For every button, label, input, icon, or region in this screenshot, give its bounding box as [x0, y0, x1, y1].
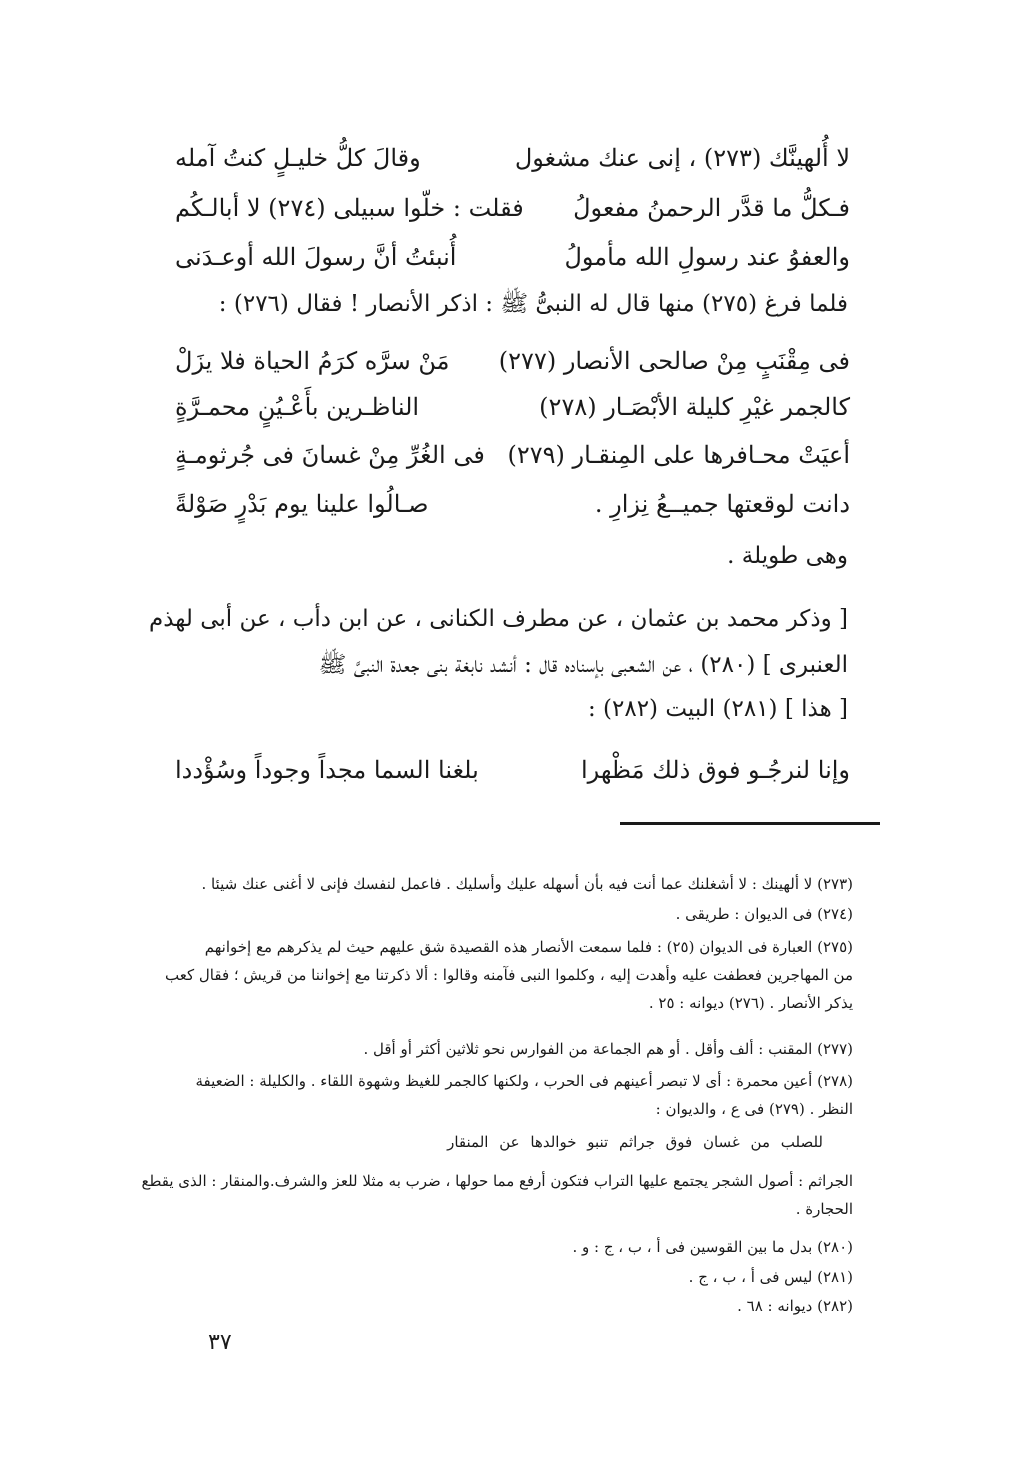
verse-line — [175, 479, 850, 529]
verse-first-hemistich: بلغنا السما مجداً وجوداً وسُؤْددا — [175, 756, 479, 784]
verse-line — [175, 745, 850, 795]
prose-line: [ وذكر محمد بن عثمان ، عن مطرف الكنانى ، عن ابن دأب ، عن أبى لهذم — [148, 606, 848, 632]
footnote-line: (٢٨٠) بدل ما بين القوسين فى أ ، ب ، ج : و . — [572, 1238, 853, 1256]
footnote-line: (٢٧٨) أعين محمرة : أى لا تبصر أعينهم فى الحرب ، ولكنها كالجمر للغيظ وشهوة اللقاء . والكليلة : الضعيفة — [195, 1072, 853, 1090]
verse-line — [175, 336, 850, 386]
page-number: ٣٧ — [208, 1330, 232, 1355]
footnote-line: (٢٨٢) ديوانه : ٦٨ . — [737, 1297, 853, 1315]
verse-second-hemistich: فى مِقْنَبٍ مِنْ صالحى الأنصار (٢٧٧) — [498, 347, 850, 375]
verse-line — [175, 430, 850, 480]
verse-line — [175, 133, 850, 183]
verse-second-hemistich: كالجمر غيْرِ كليلة الأبْصَـار (٢٧٨) — [539, 393, 850, 421]
prose-line: وهى طويلة . — [727, 543, 848, 569]
verse-first-hemistich: وقالَ كلُّ خليـلٍ كنتُ آمله — [175, 144, 421, 172]
footnote-line: (٢٨١) ليس فى أ ، ب ، ج . — [688, 1268, 853, 1286]
verse-line — [175, 183, 850, 233]
footnote-line: (٢٧٤) فى الديوان : طريقى . — [675, 905, 853, 923]
footnote-line: النظر . (٢٧٩) فى ع ، والديوان : — [655, 1100, 853, 1118]
prose-line: فلما فرغ (٢٧٥) منها قال له النبىُّ ﷺ : اذكر الأنصار ! فقال (٢٧٦) : — [218, 291, 848, 317]
verse-second-hemistich: فـكلُّ ما قدَّر الرحمنُ مفعولُ — [573, 194, 850, 222]
footnote-line: (٢٧٧) المقنب : ألف وأقل . أو هم الجماعة من الفوارس نحو ثلاثين أكثر أو أقل . — [363, 1040, 853, 1058]
verse-first-hemistich: فقلت : خلّوا سبيلى (٢٧٤) لا أبالـكُم — [175, 194, 524, 222]
verse-second-hemistich: دانت لوقعتها جميــعُ نِزارِ . — [594, 490, 850, 518]
footnote-line: (٢٧٣) لا ألهينك : لا أشغلنك عما أنت فيه بأن أسهله عليك وأسليك . فاعمل لنفسك فإنى لا أغنى عنك شيئا . — [201, 875, 853, 893]
verse-first-hemistich: فى الغُرِّ مِنْ غسانَ فى جُرثومـةٍ — [175, 441, 485, 469]
footnote-line: من المهاجرين فعطفت عليه وأهدت إليه ، وكلموا النبى فآمنه وقالوا : ألا ذكرتنا مع إخواننا من قريش ؛ فقال كعب — [165, 966, 853, 984]
verse-second-hemistich: لا أُلهينَّك (٢٧٣) ، إنى عنك مشغول — [514, 144, 850, 172]
verse-first-hemistich: مَنْ سرَّه كرَمُ الحياة فلا يزَلْ — [175, 347, 450, 375]
footnote-line: (٢٧٥) العبارة فى الديوان (٢٥) : فلما سمعت الأنصار هذه القصيدة شق عليهم حيث لم يذكرهم مع إخوانهم — [204, 938, 853, 956]
prose-line: العنبرى ] (٢٨٠) ، عن الشعبى بإسناده قال : أنشد نابغة بنى جعدة النبىَّ ﷺ — [318, 652, 848, 678]
prose-line: [ هذا ] (٢٨١) البيت (٢٨٢) : — [587, 696, 848, 722]
verse-second-hemistich: أعيَتْ محـافرها على المِنقـار (٢٧٩) — [507, 441, 850, 469]
verse-first-hemistich: الناظـرين بأَعْـيُنٍ محمـرَّةٍ — [175, 393, 420, 421]
verse-first-hemistich: صـالُوا علينا يوم بَدْرٍ صَوْلةً — [175, 490, 429, 518]
footnote-line: الحجارة . — [795, 1200, 853, 1218]
verse-second-hemistich: وإنا لنرجُـو فوق ذلك مَظْهرا — [580, 756, 850, 784]
footnote-line: الجراثم : أصول الشجر يجتمع عليها التراب فتكون أرفع مما حولها ، ضرب به مثلا للعز والشرف.والمنقار : الذى يقطع — [141, 1172, 853, 1190]
verse-line — [175, 232, 850, 282]
verse-line — [175, 382, 850, 432]
verse-second-hemistich: والعفوُ عند رسولِ الله مأمولُ — [564, 243, 850, 271]
verse-first-hemistich: أُنبئتُ أنَّ رسولَ الله أوعـدَنى — [175, 243, 457, 271]
footnote-line: يذكر الأنصار . (٢٧٦) ديوانه : ٢٥ . — [648, 994, 853, 1012]
footnote-separator — [620, 822, 880, 825]
footnote-verse: للصلب من غسان فوق جراثم تنبو خوالدها عن المنقار — [447, 1133, 823, 1151]
